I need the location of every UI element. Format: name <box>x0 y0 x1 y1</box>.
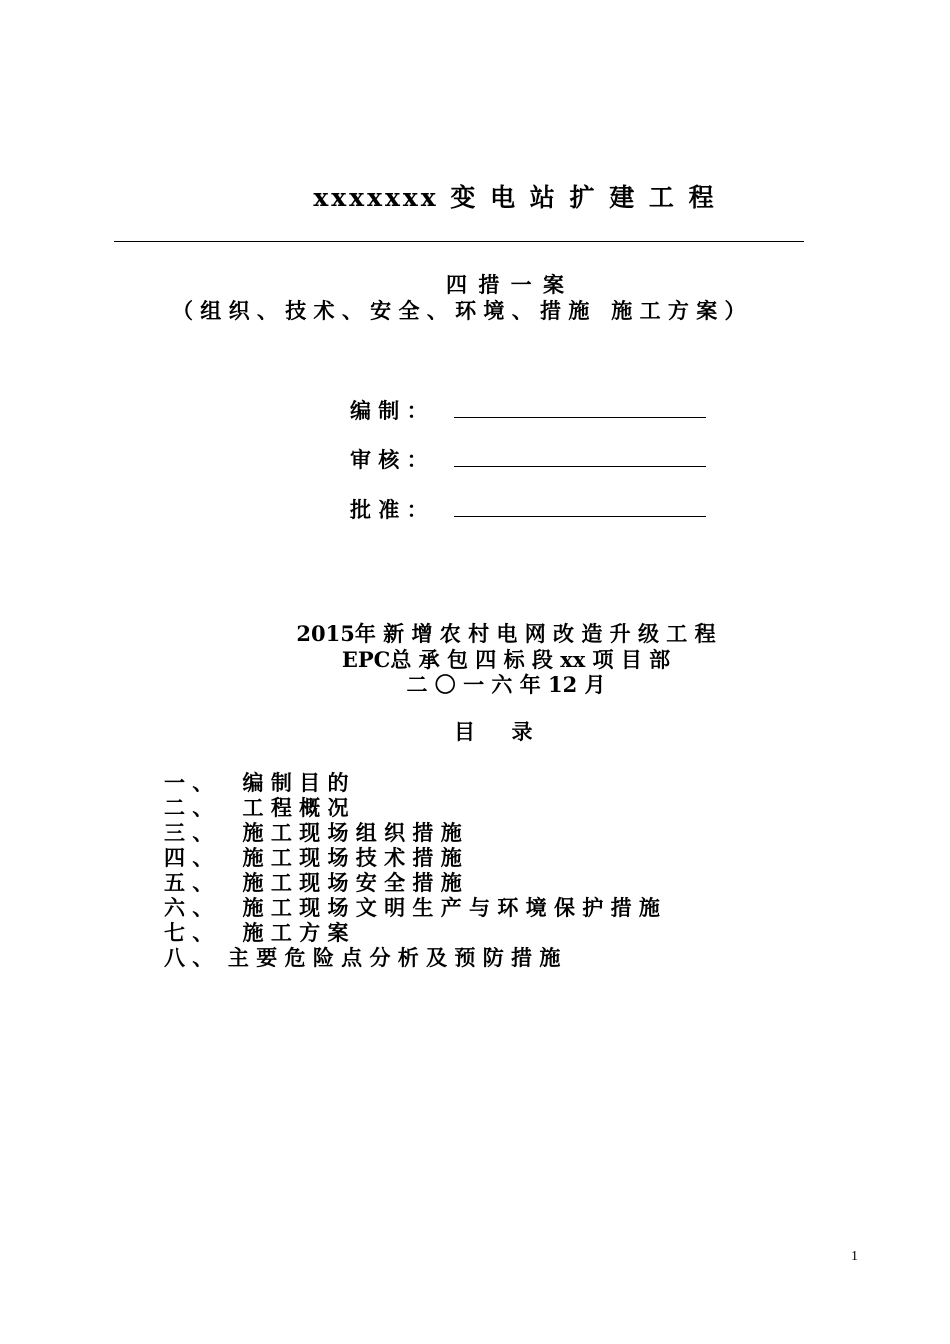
signature-line-review <box>454 466 706 467</box>
title-rule <box>114 241 804 242</box>
signature-label-review: 审 核 ： <box>350 447 428 472</box>
toc-item: 四 、 施 工 现 场 技 术 措 施 <box>164 845 462 870</box>
signature-label-compile: 编 制 ： <box>350 398 428 423</box>
department-line: EPC总 承 包 四 标 段 xx 项 目 部 <box>341 647 671 672</box>
plan-name: 四 措 一 案 <box>446 272 566 297</box>
signature-label-approve: 批 准 ： <box>350 497 428 522</box>
toc-item: 七 、 施 工 方 案 <box>164 920 349 945</box>
toc-item: 八 、 主 要 危 险 点 分 析 及 预 防 措 施 <box>164 945 561 970</box>
project-line: 2015年 新 增 农 村 电 网 改 造 升 级 工 程 <box>296 621 716 646</box>
document-title: xxxxxxx 变 电 站 扩 建 工 程 <box>313 183 717 212</box>
page-number: 1 <box>851 1249 858 1264</box>
toc-item: 五 、 施 工 现 场 安 全 措 施 <box>164 870 462 895</box>
toc-item: 六 、 施 工 现 场 文 明 生 产 与 环 境 保 护 措 施 <box>164 895 660 920</box>
plan-subtitle: （ 组 织 、 技 术 、 安 全 、 环 境 、 措 施 施 工 方 案 ） <box>172 298 746 323</box>
signature-line-approve <box>454 516 706 517</box>
toc-item: 二 、 工 程 概 况 <box>164 795 349 820</box>
signature-line-compile <box>454 417 706 418</box>
toc-item: 一 、 编 制 目 的 <box>164 770 349 795</box>
date-line: 二 〇 一 六 年 12 月 <box>406 672 606 697</box>
toc-title: 目 录 <box>454 719 533 744</box>
toc-item: 三 、 施 工 现 场 组 织 措 施 <box>164 820 462 845</box>
